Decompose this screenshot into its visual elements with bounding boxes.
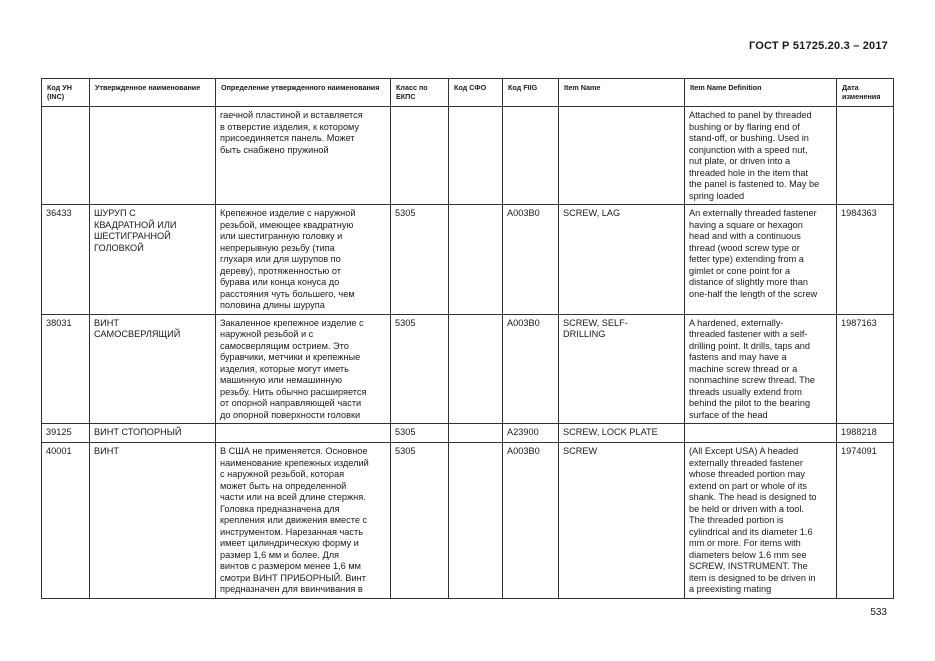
table-row <box>42 443 894 599</box>
page-number: 533 <box>870 607 887 618</box>
cell-fiig <box>503 205 559 315</box>
cell-name <box>90 314 216 424</box>
cell-item-definition <box>685 314 837 424</box>
header-fiig: Код FIIG <box>503 79 559 107</box>
cell-sfo <box>449 314 503 424</box>
code-text: 36433 <box>46 208 72 218</box>
cell-code <box>42 424 90 443</box>
date-text: 1984363 <box>841 208 877 218</box>
cell-item-name <box>559 443 685 599</box>
cell-fiig <box>503 107 559 205</box>
cell-sfo <box>449 424 503 443</box>
cell-name <box>90 205 216 315</box>
item-definition-text: (All Except USA) A headed externally threaded fastener whose threaded portion may extend on part or whole of its shank. The head is designed to be held or driven with a tool. The threaded portion is cylindrical and its diameter 1.6 mm or more. For items with diameters below 1.6 mm see SCREW, INSTRUMENT. The item is designed to be driven in a preexisting mating <box>689 446 817 594</box>
table-row <box>42 205 894 315</box>
cell-date <box>837 314 894 424</box>
cell-ekps <box>391 424 449 443</box>
header-sfo: Код СФО <box>449 79 503 107</box>
date-text: 1987163 <box>841 317 877 328</box>
header-name: Утвержденное наименование <box>90 79 216 107</box>
header-date: Дата изменения <box>837 79 894 107</box>
item-definition-text: Attached to panel by threaded bushing or by flaring end of stand-off, or bushing. Used in conjunction with a speed nut, nut plate, or driven into a threaded hole in the item that the panel is fastened to. May be spring loaded <box>689 110 820 201</box>
cell-ekps <box>391 314 449 424</box>
cell-date <box>837 107 894 205</box>
date-text: 1974091 <box>841 446 877 456</box>
ekps-text: 5305 <box>395 446 416 456</box>
header-item-name: Item Name <box>559 79 685 107</box>
table-row <box>42 424 894 443</box>
cell-definition <box>216 424 391 443</box>
cell-ekps <box>391 205 449 315</box>
item-definition-text: A hardened, externally- threaded fastener with a self- drilling point. It drills, taps and fastens and may have a machine screw thread or a nonmachine screw thread. The threads usually extend from behind the pilot to the bearing surface of the head <box>689 317 815 420</box>
cell-item-name <box>559 205 685 315</box>
item-name-text: SCREW, LOCK PLATE <box>563 427 658 437</box>
date-text: 1988218 <box>841 427 877 437</box>
name-text: ШУРУП С КВАДРАТНОЙ ИЛИ ШЕСТИГРАННОЙ ГОЛОВКОЙ <box>94 208 177 253</box>
cell-ekps <box>391 107 449 205</box>
header-definition: Определение утвержденного наименования <box>216 79 391 107</box>
definition-text: В США не применяется. Основное наименование крепежных изделий с наружной резьбой, которая может быть на определенной части или на всей длине стержня. Головка предназначена для крепления или движения вместе с инструментом. Нарезанная часть имеет цилиндрическую форму и размер 1,6 мм и более. Для винтов с размером менее 1,6 мм смотри ВИНТ ПРИБОРНЫЙ. Винт предназначен для ввинчивания в <box>220 446 369 594</box>
ekps-text: 5305 <box>395 208 416 218</box>
cell-code <box>42 314 90 424</box>
definition-text: Крепежное изделие с наружной резьбой, имеющее квадратную или шестигранную головку и непрерывную резьбу (типа глухаря или для шурупов по дереву), протяженностью от буравa или конца конуса до расстояния чуть большего, чем половина длины шурупа <box>220 208 356 310</box>
name-text: ВИНТ <box>94 446 119 456</box>
cell-date <box>837 424 894 443</box>
cell-sfo <box>449 205 503 315</box>
definition-text: гаечной пластиной и вставляется в отверстие изделия, к которому присоединяется панель. Может быть снабжено пружиной <box>220 110 363 155</box>
name-text: ВИНТ САМОСВЕРЛЯЩИЙ <box>94 317 181 339</box>
cell-item-name <box>559 424 685 443</box>
cell-date <box>837 443 894 599</box>
code-text: 38031 <box>46 317 72 328</box>
definition-text: Закаленное крепежное изделие с наружной резьбой и с самосверлящим острием. Это буравчики, метчики и крепежные изделия, которые могут иметь машинную или немашинную резьбу. Нить обычно расширяется от опорной направляющей части до опорной поверхности головки <box>220 317 367 420</box>
fiig-text: A23900 <box>507 427 539 437</box>
fiig-text: A003B0 <box>507 446 540 456</box>
item-definition-text: An externally threaded fastener having a square or hexagon head and with a continuous thread (wood screw type or fetter type) extending from a gimlet or cone point for a distance of slightly more than one-half the length of the screw <box>689 208 818 299</box>
cell-item-definition <box>685 205 837 315</box>
cell-definition <box>216 443 391 599</box>
cell-fiig <box>503 424 559 443</box>
cell-name <box>90 107 216 205</box>
table-row <box>42 314 894 424</box>
code-text: 39125 <box>46 427 72 437</box>
cell-ekps <box>391 443 449 599</box>
fiig-text: A003B0 <box>507 317 540 328</box>
name-text: ВИНТ СТОПОРНЫЙ <box>94 427 182 437</box>
code-text: 40001 <box>46 446 72 456</box>
header-code: Код УН (INC) <box>42 79 90 107</box>
cell-code <box>42 107 90 205</box>
ekps-text: 5305 <box>395 427 416 437</box>
header-ekps: Класс по ЕКПС <box>391 79 449 107</box>
cell-item-definition <box>685 107 837 205</box>
cell-sfo <box>449 107 503 205</box>
cell-code <box>42 443 90 599</box>
header-item-definition: Item Name Definition <box>685 79 837 107</box>
item-name-text: SCREW, LAG <box>563 208 621 218</box>
cell-item-definition <box>685 424 837 443</box>
cell-definition <box>216 314 391 424</box>
cell-fiig <box>503 443 559 599</box>
cell-date <box>837 205 894 315</box>
table-row <box>42 107 894 205</box>
cell-name <box>90 424 216 443</box>
cell-definition <box>216 205 391 315</box>
cell-item-name <box>559 107 685 205</box>
document-standard-header: ГОСТ Р 51725.20.3 – 2017 <box>748 40 888 52</box>
table-header-row <box>42 79 894 107</box>
item-name-text: SCREW <box>563 446 598 456</box>
cell-code <box>42 205 90 315</box>
cell-sfo <box>449 443 503 599</box>
cell-fiig <box>503 314 559 424</box>
gost-items-table <box>41 78 894 599</box>
cell-name <box>90 443 216 599</box>
ekps-text: 5305 <box>395 317 416 328</box>
item-name-text: SCREW, SELF- DRILLING <box>563 317 628 339</box>
cell-item-definition <box>685 443 837 599</box>
cell-item-name <box>559 314 685 424</box>
cell-definition <box>216 107 391 205</box>
fiig-text: A003B0 <box>507 208 540 218</box>
